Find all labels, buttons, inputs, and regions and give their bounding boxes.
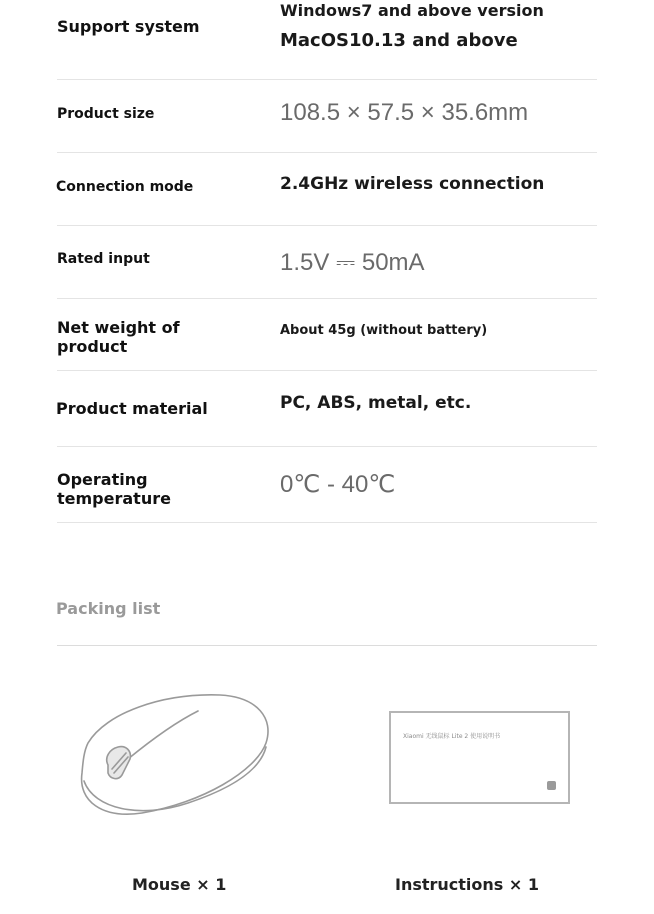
spec-value: About 45g (without battery) bbox=[280, 323, 488, 338]
spec-label: Product material bbox=[56, 399, 208, 418]
instructions-card-text: Xiaomi 无线鼠标 Lite 2 使用说明书 bbox=[403, 733, 501, 740]
spec-label: Connection mode bbox=[56, 179, 194, 195]
spec-value: PC, ABS, metal, etc. bbox=[280, 393, 472, 413]
packing-list-title: Packing list bbox=[56, 599, 161, 618]
spec-value-line: MacOS10.13 and above bbox=[280, 30, 518, 51]
spec-label-line: temperature bbox=[57, 489, 171, 508]
instructions-card-illustration bbox=[389, 711, 570, 804]
spec-row-net-weight bbox=[57, 299, 597, 371]
packing-item-mouse-caption: Mouse × 1 bbox=[132, 875, 227, 894]
spec-row-connection-mode bbox=[57, 153, 597, 226]
spec-label-line: product bbox=[57, 337, 128, 356]
spec-row-rated-input bbox=[57, 226, 597, 299]
spec-value: 2.4GHz wireless connection bbox=[280, 174, 545, 194]
spec-row-support-system bbox=[57, 0, 597, 80]
spec-value: 0℃ - 40℃ bbox=[280, 471, 396, 498]
mouse-illustration bbox=[70, 685, 280, 830]
spec-value-line: Windows7 and above version bbox=[280, 1, 544, 20]
spec-label-line: Operating bbox=[57, 470, 148, 489]
spec-row-product-size bbox=[57, 80, 597, 153]
section-divider bbox=[57, 645, 597, 646]
spec-label: Rated input bbox=[57, 251, 150, 267]
spec-label: Support system bbox=[57, 17, 200, 36]
packing-item-instructions-caption: Instructions × 1 bbox=[395, 875, 539, 894]
spec-row-operating-temperature bbox=[57, 447, 597, 523]
spec-row-product-material bbox=[57, 371, 597, 447]
mi-logo-icon bbox=[547, 781, 556, 790]
spec-label-line: Net weight of bbox=[57, 318, 180, 337]
spec-value: 1.5V ⎓ 50mA bbox=[280, 249, 425, 276]
spec-label: Product size bbox=[57, 106, 155, 122]
spec-value: 108.5 × 57.5 × 35.6mm bbox=[280, 99, 529, 126]
